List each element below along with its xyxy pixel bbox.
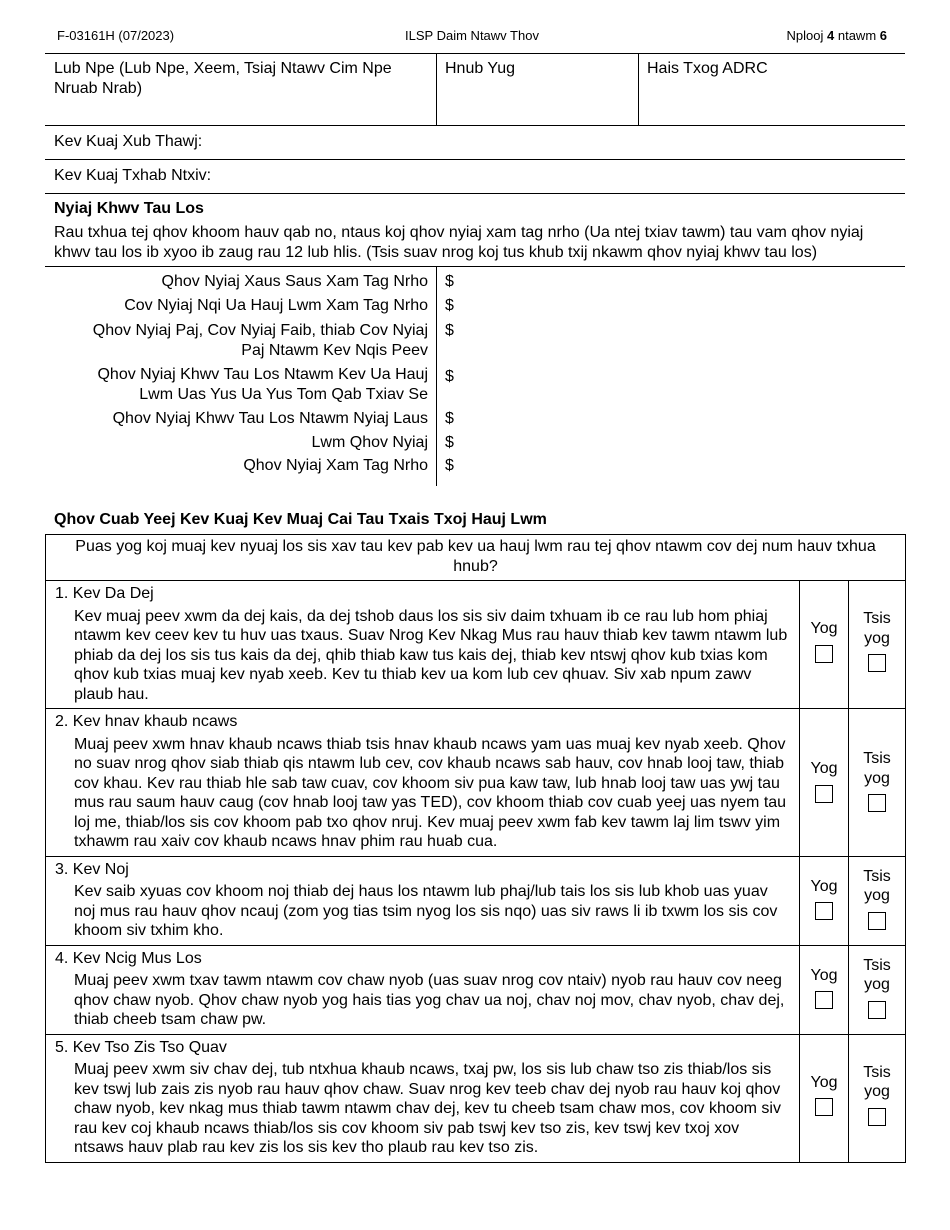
functional-title: Qhov Cuab Yeej Kev Kuaj Kev Muaj Cai Tau Txais Txoj Hauj Lwm [54,511,547,528]
yes-checkbox[interactable] [815,785,833,803]
income-row-amount[interactable]: $ [445,273,454,290]
initial-screen-field[interactable] [54,132,894,152]
income-row-amount[interactable]: $ [445,368,454,385]
income-row-label: Qhov Nyiaj Xam Tag Nrho [243,457,428,474]
yes-label: Yog [810,1073,838,1091]
income-row-label: Lwm Qhov Nyiaj [311,434,428,451]
divider [638,53,639,125]
divider [45,193,905,194]
item-title: 3. Kev Noj [55,860,129,878]
dob-label: Hnub Yug [445,60,515,77]
applicant-name-field[interactable] [54,59,426,98]
divider [45,159,905,160]
yes-label: Yog [810,620,838,637]
page-header [57,28,887,46]
item-title: 5. Kev Tso Zis Tso Quav [55,1038,227,1056]
no-label: Tsis yog [863,1063,891,1100]
yes-checkbox[interactable] [815,645,833,663]
no-label: Tsis yog [863,956,891,993]
functional-table [45,534,906,1163]
yes-label: Yog [810,877,838,895]
page-current: 4 [827,28,835,43]
item-description: Muaj peev xwm hnav khaub ncaws thiab tsis hnav khaub ncaws yam uas muaj kev nyab xeeb. Qhov no suav nrog qhov siab thiab qis ntawm lub cev, cov khaub ncaws sab hauv, cov hnab looj taw, thiab cov khau. Kev rau thiab hle sab taw cuav, cov khoom siv pua kaw taw, lub hnab looj taw uas ywj tau mus rau saum hauv caug (cov hnab looj taw yas TED), cov khoom thiab cov cuab yeej uas nyem tau loj me, thiab/los sis cov khoom pab txo qhov nruj. Kev muaj peev xwm fab kev tawm laj lim tswv yim txhawm rau xaiv cov khaub ncaws hnav phim rau huab cua. [74,735,787,850]
item-description: Kev muaj peev xwm da dej kais, da dej tshob daus los sis siv daim txhuam ib ce rau lub hom phiaj ntawm kev ceev kev tu huv uas txaus. Suav Nrog Kev Nkag Mus rau hauv thiab kev tawm ntawm lub phiab da dej los sis tus kais da dej, qhib thiab kaw tus kais dej, thiab kev ntswj qhov kub txias kom qhov kub txias muaj kev nyab xeeb. Kev tu thiab kev ua kom lub cev qhuav. Siv xab npum zawv plaub hau. [74,607,788,703]
no-checkbox[interactable] [868,1001,886,1019]
yes-checkbox[interactable] [815,902,833,920]
yes-checkbox[interactable] [815,991,833,1009]
table-row [46,1034,906,1162]
rescreen-field[interactable] [54,166,894,186]
form-id: F-03161H (07/2023) [57,28,175,43]
yes-label: Yog [810,760,838,777]
no-label: Tsis yog [863,867,891,904]
table-row [46,856,906,945]
income-instructions: Rau txhua tej qhov khoom hauv qab no, ntaus koj qhov nyiaj xam tag nrho (Ua ntej txiav tawm) tau vam qhov nyiaj khwv tau los ib xyoo ib zaug rau 12 lub hlis. (Tsis suav nrog koj tus khub txij nkawm qhov nyiaj khwv tau los) [54,224,864,261]
income-row-label: Qhov Nyiaj Khwv Tau Los Ntawm Nyiaj Laus [112,410,428,427]
item-title: 2. Kev hnav khaub ncaws [55,713,238,730]
income-row-amount[interactable]: $ [445,457,454,474]
item-description: Muaj peev xwm siv chav dej, tub ntxhua khaub ncaws, txaj pw, los sis lub chaw tso zis thiab/los sis kev tswj lub zais zis nyob rau hauv qhov chaw. Suav nrog kev teeb chav dej nyob rau hauv koj qhov chaw nyob, kev nkag mus thiab tawm ntawm chav dej, kev tu cheeb tsam chaw mos, cov khoom siv rau kev coj khaub ncaws thiab/los sis cov khoom siv pab tswj kev tso zis, kev tswj kev txoj xov ntsaws hauv plab rau kev zis los sis kev tho plaub rau kev tso zis. [74,1061,781,1156]
divider [45,125,905,126]
dob-field[interactable] [445,59,630,79]
yes-label: Yog [810,966,838,984]
item-description: Muaj peev xwm txav tawm ntawm cov chaw nyob (uas suav nrog cov ntaiv) nyob rau hauv cov neeg qhov chaw nyob. Qhov chaw nyob yog hais tias yog chav ua noj, chav noj mov, chav nyob, chav dej, thiab cheeb tsam chaw pw. [74,972,785,1028]
rescreen-label: Kev Kuaj Txhab Ntxiv: [54,167,212,184]
adrc-field[interactable] [647,59,897,79]
income-row-amount[interactable]: $ [445,410,454,427]
initial-screen-label: Kev Kuaj Xub Thawj: [54,133,203,150]
income-row-label: Cov Nyiaj Nqi Ua Hauj Lwm Xam Tag Nrho [124,297,428,314]
yes-checkbox[interactable] [815,1098,833,1116]
item-title: 1. Kev Da Dej [55,585,154,602]
applicant-name-label: Lub Npe (Lub Npe, Xeem, Tsiaj Ntawv Cim Npe Nruab Nrab) [54,60,392,97]
divider [436,53,437,125]
no-label: Tsis yog [863,610,891,647]
page-mid: ntawm [834,28,880,43]
no-checkbox[interactable] [868,1108,886,1126]
item-title: 4. Kev Ncig Mus Los [55,949,202,967]
income-row-amount[interactable]: $ [445,297,454,314]
page-total: 6 [879,28,887,43]
income-title: Nyiaj Khwv Tau Los [54,200,204,217]
page-prefix: Nplooj [786,28,828,43]
form-title: ILSP Daim Ntawv Thov [405,28,539,43]
functional-question: Puas yog koj muaj kev nyuaj los sis xav tau kev pab kev ua hauj lwm rau tej qhov ntawm cov dej num hauv txhua hnub? [46,535,906,581]
income-row-label: Qhov Nyiaj Xaus Saus Xam Tag Nrho [161,273,428,290]
no-checkbox[interactable] [868,912,886,930]
table-row [46,581,906,709]
income-row-label: Qhov Nyiaj Paj, Cov Nyiaj Faib, thiab Cov Nyiaj Paj Ntawm Kev Nqis Peev [92,322,428,359]
item-description: Kev saib xyuas cov khoom noj thiab dej haus los ntawm lub phaj/lub tais los sis lub khob uas yuav noj mus rau hauv qhov ncauj (zom yog tias tsim nyog los sis nqo) uas siv raws li ib txwm los sis cov khoom siv txhim kho. [74,883,778,939]
no-checkbox[interactable] [868,794,886,812]
table-row [46,945,906,1034]
income-row-label: Qhov Nyiaj Khwv Tau Los Ntawm Kev Ua Hauj Lwm Uas Yus Ua Yus Tom Qab Txiav Se [97,366,428,403]
no-label: Tsis yog [863,750,891,787]
page-number [787,28,887,43]
divider [45,266,905,267]
no-checkbox[interactable] [868,654,886,672]
adrc-label: Hais Txog ADRC [647,60,768,77]
income-row-amount[interactable]: $ [445,322,454,339]
divider [436,266,437,486]
divider [45,53,905,54]
income-row-amount[interactable]: $ [445,434,454,451]
table-row [46,709,906,857]
